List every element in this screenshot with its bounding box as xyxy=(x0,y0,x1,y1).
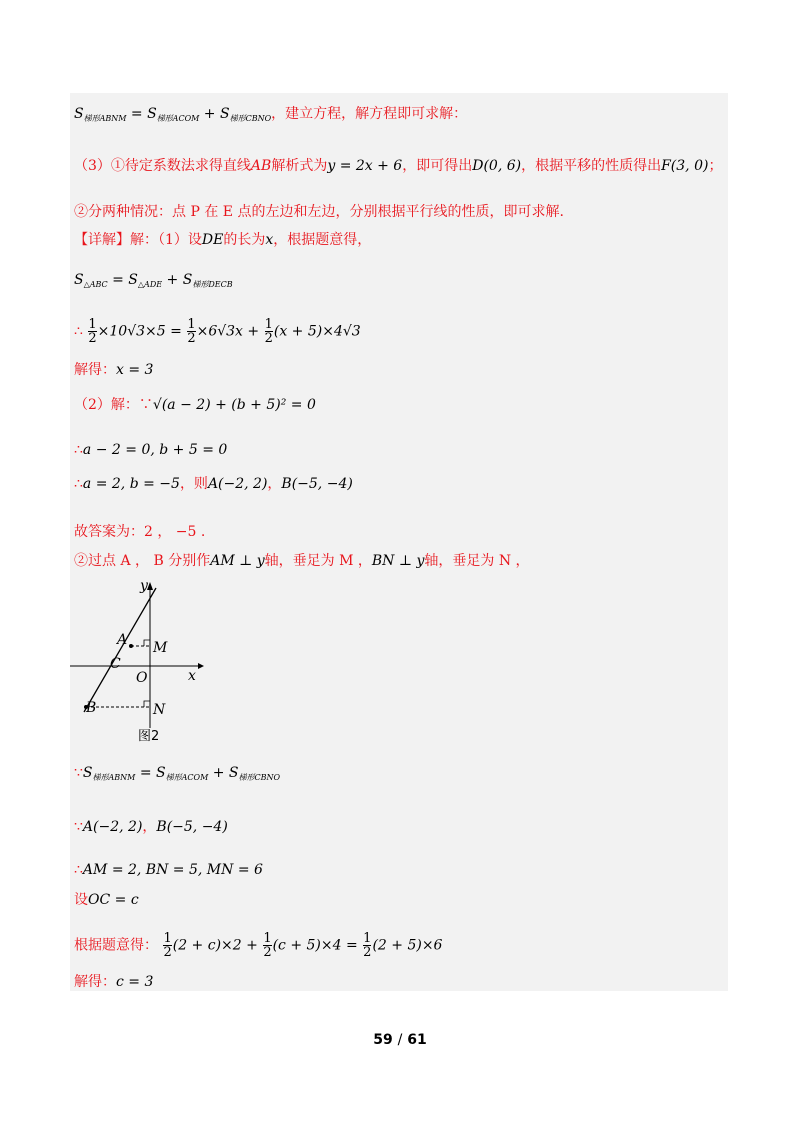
result-c: 解得：c = 3 xyxy=(74,974,154,990)
equation-ab: ∴a − 2 = 0, b + 5 = 0 xyxy=(74,442,228,458)
equation-area: ∴ $\frac{1}{2}$ ×10√3×5 = $\frac{1}{2}$ ×6√3x + $\frac{1}{2}$ (x + 5)×4√3 xyxy=(74,317,361,346)
content-panel xyxy=(70,93,728,991)
formula-triangle-area: $S_{\triangle ABC} = S_{\triangle ADE} + S_{梯形DECB}$ xyxy=(74,272,233,289)
part-2-condition: （2）解：∵√(a − 2) + (b + 5)² = 0 xyxy=(74,397,316,413)
coordinate-figure xyxy=(70,580,210,750)
label-a: A xyxy=(117,632,128,648)
page-number: 59 / 61 xyxy=(373,1032,427,1048)
result-x: 解得：x = 3 xyxy=(74,362,154,378)
formula-trapezoid-relation: $\because S_{梯形ABNM} = S_{梯形ACOM} + S_{梯形CBNO}$ xyxy=(74,765,281,782)
answer-line: 故答案为：2 ， −5 . xyxy=(74,524,206,540)
figure-caption: 图2 xyxy=(138,729,160,744)
analysis-two-cases: ②分两种情况：点 P 在 E 点的左边和左边，分别根据平行线的性质，即可求解. xyxy=(74,204,564,220)
label-c: C xyxy=(110,656,121,672)
right-angle-n xyxy=(144,701,150,707)
solution-intro: 【详解】解：（1）设DE的长为x，根据题意得， xyxy=(74,232,372,248)
label-y: y xyxy=(140,580,148,594)
point-a xyxy=(129,644,133,648)
equation-c: 根据题意得： $\frac{1}{2}$ (2 + c)×2 + $\frac{1}{2}$ (c + 5)×4 = $\frac{1}{2}$ (2 + 5)×6 xyxy=(74,931,443,960)
given-points: ∵A(−2, 2)，B(−5, −4) xyxy=(74,819,228,835)
x-axis-arrow xyxy=(198,663,204,669)
result-ab-points: ∴a = 2, b = −5，则A(−2, 2)，B(−5, −4) xyxy=(74,476,353,492)
analysis-step-3: （3）①待定系数法求得直线AB解析式为y = 2x + 6，即可得出D(0, 6)，根据平移的性质得出F(3, 0)； xyxy=(74,158,723,174)
label-n: N xyxy=(153,702,166,718)
formula-area-relation: $S_{梯形ABNM} = S_{梯形ACOM} + S_{梯形CBNO}$，建立方程，解方程即可求解： xyxy=(74,106,468,123)
label-m: M xyxy=(153,640,168,656)
label-x: x xyxy=(188,668,196,684)
line-ab xyxy=(84,588,156,712)
label-b: B xyxy=(86,700,97,716)
label-o: O xyxy=(136,670,148,686)
set-oc: 设OC = c xyxy=(74,892,139,908)
segment-lengths: ∴AM = 2, BN = 5, MN = 6 xyxy=(74,862,263,878)
construction-line: ②过点 A ， B 分别作AM ⊥ y轴，垂足为 M ，BN ⊥ y轴，垂足为 N ， xyxy=(74,553,530,569)
right-angle-m xyxy=(144,640,150,646)
